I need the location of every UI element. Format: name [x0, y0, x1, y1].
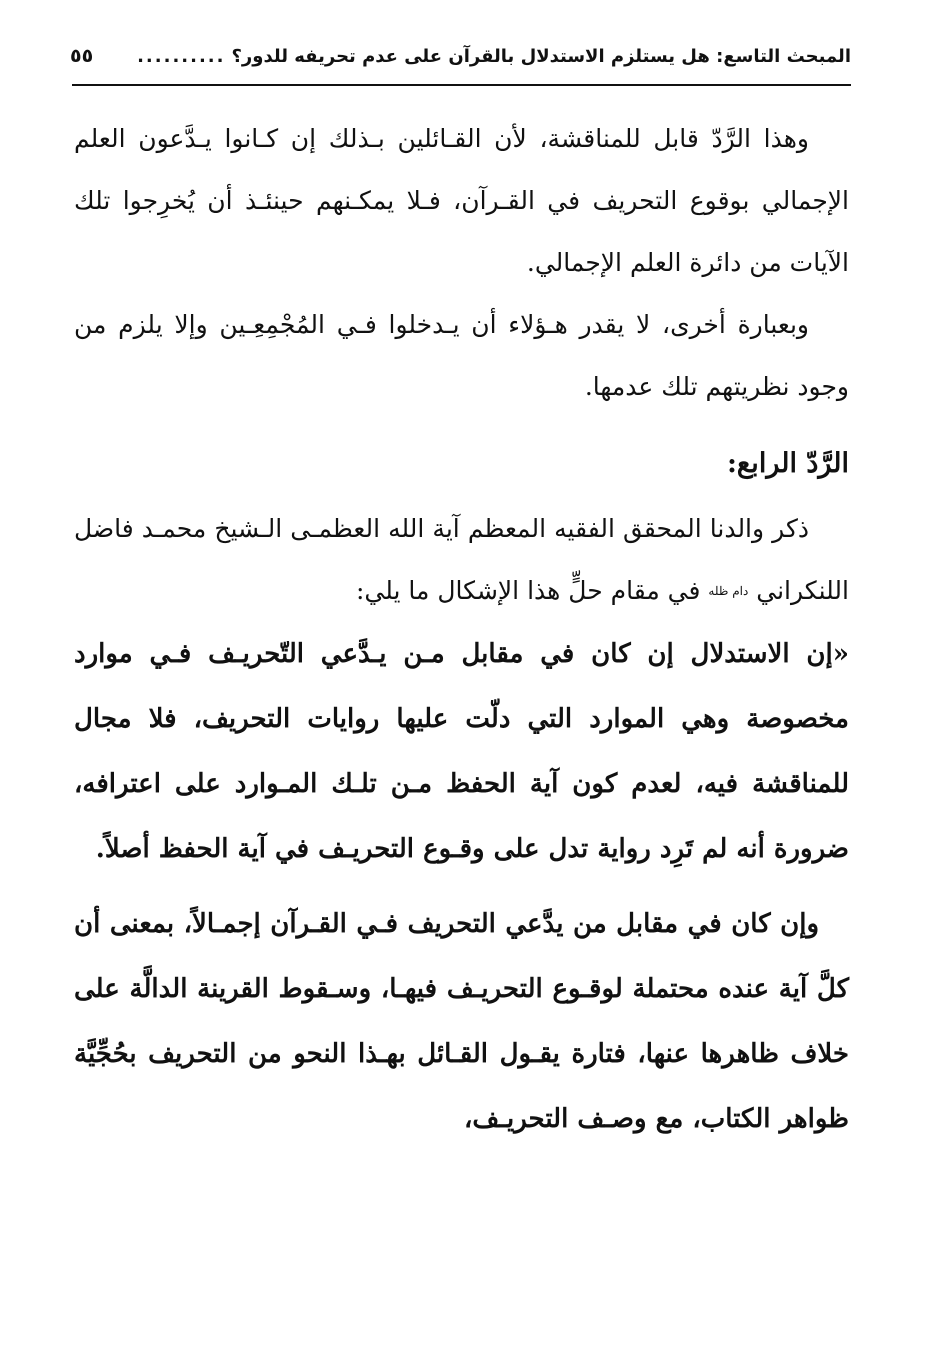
intro-text-end: في مقام حلٍّ هذا الإشكال ما يلي: — [355, 576, 701, 605]
quote-paragraph-2: وإن كان في مقابل من يدَّعي التحريف فـي القـرآن إجمـالاً، بمعنى أن كلَّ آية عنده محتملة لوقـوع التحريـف فيهـا، وسـقوط القرينة الدالَّة على خلاف ظاهرها عنها، فتارة يقـول القـائل بهـذا النحو من التحريف بحُجِّيَّة ظواهر الكتاب، مع وصـف التحريـف، — [74, 909, 849, 1134]
paragraph-2: وبعبارة أخرى، لا يقدر هـؤلاء أن يـدخلوا فـي المُجْمِعِـين وإلا يلزم من وجود نظريتهم تلك عدمها. — [74, 310, 849, 401]
running-header — [70, 36, 851, 76]
header-dot-leader: .......... — [137, 45, 226, 67]
header-rule — [72, 84, 851, 86]
page-body — [74, 108, 849, 1152]
intro-text: ذكر والدنا المحقق الفقيه المعظم آية الله العظمـى الـشيخ محمـد فاضل اللنكراني — [74, 514, 849, 605]
honorific-mark: دام ظله — [708, 584, 749, 598]
section-heading: الرَّدّ الرابع: — [726, 448, 849, 479]
paragraph-1: وهذا الرَّدّ قابل للمناقشة، لأن القـائلين بـذلك إن كـانوا يـدَّعون العلم الإجمالي بوقوع التحريف في القـرآن، فـلا يمكـنهم حينئـذ أن يُخرِجوا تلك الآيات من دائرة العلم الإجمالي. — [74, 124, 849, 277]
header-title: المبحث التاسع: هل يستلزم الاستدلال بالقرآن على عدم تحريفه للدور؟ — [231, 45, 851, 67]
quote-paragraph-1: «إن الاستدلال إن كان في مقابل مـن يـدَّعي التّحريـف فـي موارد مخصوصة وهي الموارد التي دلّت عليها روايات التحريف، فلا مجال للمناقشة فيه، لعدم كون آية الحفظ مـن تلـك المـوارد على اعترافه، ضرورة أنه لم تَرِد رواية تدل على وقـوع التحريـف في آية الحفظ أصلاً. — [74, 639, 849, 864]
page-number: ٥٥ — [70, 45, 94, 67]
intro-paragraph — [74, 498, 849, 622]
